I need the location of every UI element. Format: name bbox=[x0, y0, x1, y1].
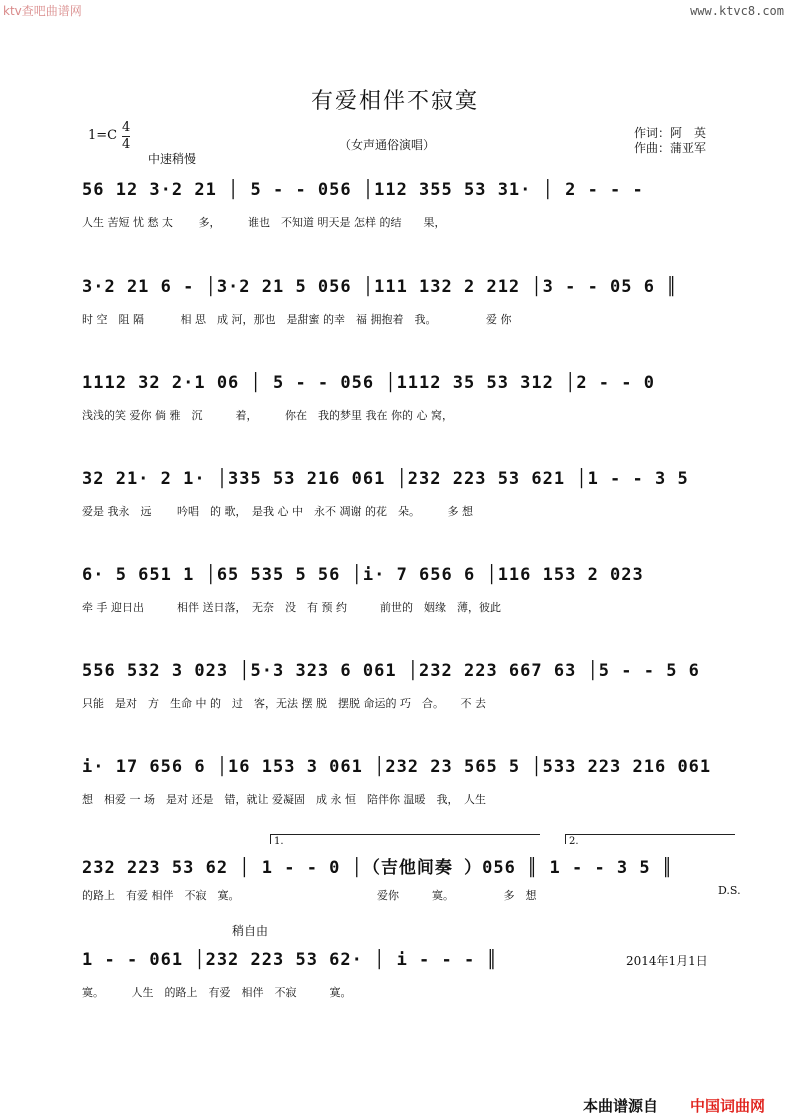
volta-1-label: 1. bbox=[274, 836, 284, 847]
notation-line: 32 21· 2 1· │335 53 216 061 │232 223 53 621 │1 - - 3 5 bbox=[82, 469, 689, 489]
watermark-left: ktv查吧曲谱网 bbox=[3, 4, 82, 18]
notation-line: 1112 32 2·1 06 │ 5 - - 056 │1112 35 53 312 │2 - - 0 bbox=[82, 373, 655, 393]
ds-marking: D.S. bbox=[718, 884, 741, 897]
lyric-line: 牵 手 迎日出 相伴 送日落， 无奈 没 有 预 约 前世的 姻缘 薄，彼此 bbox=[82, 601, 501, 614]
notation-line: 232 223 53 62 │ 1 - - 0 │（吉他间奏 ）056 ║ 1 - - 3 5 ║ bbox=[82, 858, 674, 878]
lyric-line: 时 空 阻 隔 相 思 成 河，那也 是甜蜜 的幸 福 拥抱着 我。 爱 你 bbox=[82, 313, 512, 326]
notation-line: 3·2 21 6 - │3·2 21 5 056 │111 132 2 212 │3 - - 05 6 ║ bbox=[82, 277, 678, 297]
lyric-line: 爱是 我永 远 吟唱 的 歌， 是我 心 中 永不 凋谢 的花 朵。 多 想 bbox=[82, 505, 473, 518]
performance-note: （女声通俗演唱） bbox=[339, 138, 436, 152]
time-sig-top: 4 bbox=[122, 120, 131, 135]
volta-1-bracket bbox=[270, 834, 540, 835]
notation-line: 56 12 3·2 21 │ 5 - - 056 │112 355 53 31· │ 2 - - - bbox=[82, 180, 644, 200]
lyric-line: 浅浅的笑 爱你 倘 雅 沉 着， 你在 我的梦里 我在 你的 心 窝， bbox=[82, 409, 453, 422]
date: 2014年1月1日 bbox=[626, 954, 708, 968]
notation-line: 1 - - 061 │232 223 53 62· │ i - - - ║ bbox=[82, 950, 498, 970]
lyricist: 作词：阿 英 bbox=[634, 126, 707, 140]
lyric-line: 只能 是对 方 生命 中 的 过 客，无法 摆 脱 摆脱 命运的 巧 合。 不 去 bbox=[82, 697, 486, 710]
notation-line: i· 17 656 6 │16 153 3 061 │232 23 565 5 │533 223 216 061 bbox=[82, 757, 712, 777]
time-signature bbox=[122, 120, 130, 153]
notation-line: 6· 5 651 1 │65 535 5 56 │i· 7 656 6 │116 153 2 023 bbox=[82, 565, 644, 585]
lyric-line: 想 相爱 一 场 是对 还是 错，就让 爱凝固 成 永 恒 陪伴你 温暖 我， 人生 bbox=[82, 793, 486, 806]
watermark-right: www.ktvc8.com bbox=[690, 4, 784, 18]
free-tempo-marking: 稍自由 bbox=[232, 924, 269, 938]
volta-2-tick bbox=[565, 834, 566, 844]
song-title: 有爱相伴不寂寞 bbox=[310, 89, 479, 114]
footer-source: 本曲谱源自 bbox=[583, 1097, 659, 1115]
notation-line: 556 532 3 023 │5·3 323 6 061 │232 223 667 63 │5 - - 5 6 bbox=[82, 661, 700, 681]
volta-2-bracket bbox=[565, 834, 735, 835]
time-sig-bottom: 4 bbox=[122, 137, 131, 152]
lyric-line: 的路上 有爱 相伴 不寂 寞。 爱你 寞。 多 想 bbox=[82, 889, 537, 902]
composer: 作曲：蒲亚军 bbox=[634, 141, 707, 155]
lyric-line: 人生 苦短 忧 愁 太 多， 谁也 不知道 明天是 怎样 的结 果， bbox=[82, 216, 446, 229]
volta-1-tick bbox=[270, 834, 271, 844]
volta-2-label: 2. bbox=[569, 836, 579, 847]
key-signature: 1=C bbox=[88, 128, 118, 143]
lyric-line: 寞。 人生 的路上 有爱 相伴 不寂 寞。 bbox=[82, 986, 352, 999]
footer-site-link[interactable]: 中国词曲网 bbox=[690, 1097, 766, 1115]
tempo-marking: 中速稍慢 bbox=[148, 152, 197, 166]
